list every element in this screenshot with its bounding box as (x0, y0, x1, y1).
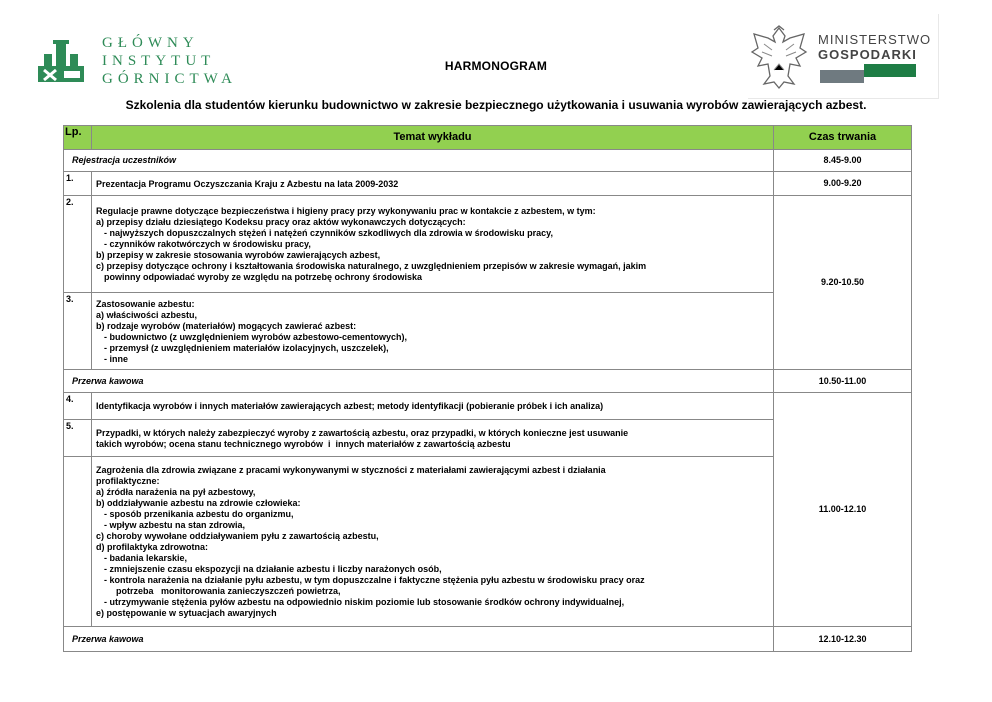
time-cell: 11.00-12.10 (774, 393, 912, 627)
row-number: 2. (64, 196, 92, 293)
table-row (64, 196, 912, 293)
topic-line: - zmniejszenie czasu ekspozycji na działanie azbestu i liczby narażonych osób, (104, 564, 442, 574)
topic-line: b) przepisy w zakresie stosowania wyrobów zawierających azbest, (96, 250, 381, 260)
table-row (64, 172, 912, 196)
topic-line: - kontrola narażenia na działanie pyłu azbestu, w tym dopuszczalne i faktyczne stężenia pyłu azbestu w środowisku pracy oraz (104, 575, 645, 585)
topic-line: a) źródła narażenia na pył azbestowy, (96, 487, 256, 497)
topic-line: d) profilaktyka zdrowotna: (96, 542, 209, 552)
topic-line: a) właściwości azbestu, (96, 309, 198, 320)
topic-line: e) postępowanie w sytuacjach awaryjnych (96, 608, 277, 618)
topic-cell: Prezentacja Programu Oczyszczania Kraju z Azbestu na lata 2009-2032 (92, 172, 774, 196)
topic-line: - przemysł (z uwzględnieniem materiałów izolacyjnych, uszczelek), (104, 342, 389, 353)
topic-line: powinny odpowiadać wyroby ze względu na potrzebę ochrony środowiska (104, 272, 423, 282)
row-number: 3. (64, 293, 92, 370)
topic-line: - czynników rakotwórczych w środowisku pracy, (104, 239, 311, 249)
topic-cell (92, 457, 774, 627)
topic-line: takich wyrobów; ocena stanu technicznego wyrobów i innych materiałów z zawartością azbestu (96, 438, 511, 449)
break-time: 10.50-11.00 (774, 370, 912, 393)
topic-line: - wpływ azbestu na stan zdrowia, (104, 520, 246, 530)
topic-line: - utrzymywanie stężenia pyłów azbestu na odpowiednio niskim poziomie lub stosowanie środków ochrony indywidualnej, (104, 597, 625, 607)
table-row (64, 393, 912, 420)
topic-line: a) przepisy działu dziesiątego Kodeksu pracy oraz aktów wykonawczych dotyczących: (96, 217, 466, 227)
topic-line: - sposób przenikania azbestu do organizmu, (104, 509, 294, 519)
time-cell: 9.20-10.50 (774, 196, 912, 370)
topic-cell (92, 196, 774, 293)
registration-label: Rejestracja uczestników (64, 150, 774, 172)
topic-line: b) oddziaływanie azbestu na zdrowie człowieka: (96, 498, 301, 508)
topic-line: potrzeba monitorowania zanieczyszczeń powietrza, (116, 586, 341, 596)
eagle-emblem-icon (750, 24, 808, 90)
ministry-green-bar (864, 64, 916, 77)
topic-line: - budownictwo (z uwzględnieniem wyrobów azbestowo-cementowych), (104, 331, 408, 342)
break-label: Przerwa kawowa (64, 370, 774, 393)
topic-cell (92, 420, 774, 457)
row-number (64, 457, 92, 627)
row-number: 1. (64, 172, 92, 196)
column-header-lp: Lp. (64, 126, 92, 150)
table-row (64, 627, 912, 652)
topic-line: Zastosowanie azbestu: (96, 298, 195, 309)
break-label: Przerwa kawowa (64, 627, 774, 652)
ministry-name-line: GOSPODARKI (818, 47, 917, 62)
topic-line: b) rodzaje wyrobów (materiałów) mogących zawierać azbest: (96, 320, 357, 331)
ministry-logo (748, 14, 939, 99)
topic-line: - inne (104, 353, 128, 364)
schedule-table (63, 125, 912, 652)
row-number: 4. (64, 393, 92, 420)
institute-name-line: INSTYTUT (102, 53, 216, 69)
topic-line: Zagrożenia dla zdrowia związane z pracami wykonywanymi w styczności z materiałami zawierającymi azbest i działania (96, 465, 606, 475)
ministry-name-line: MINISTERSTWO (818, 32, 932, 47)
topic-line: c) przepisy dotyczące ochrony i kształtowania środowiska naturalnego, z uwzględnieniem przepisów w zakresie wymagań, jakim (96, 261, 647, 271)
document-subtitle: Szkolenia dla studentów kierunku budownictwo w zakresie bezpiecznego użytkowania i usuwania wyrobów zawierających azbest. (125, 98, 867, 112)
topic-line: c) choroby wywołane oddziaływaniem pyłu z zawartością azbestu, (96, 531, 379, 541)
row-number: 5. (64, 420, 92, 457)
table-header-row (64, 126, 912, 150)
table-row (64, 370, 912, 393)
column-header-time: Czas trwania (774, 126, 912, 150)
break-time: 12.10-12.30 (774, 627, 912, 652)
registration-time: 8.45-9.00 (774, 150, 912, 172)
time-cell: 9.00-9.20 (774, 172, 912, 196)
topic-cell (92, 293, 774, 370)
topic-line: Regulacje prawne dotyczące bezpieczeństwa i higieny pracy przy wykonywaniu prac w kontakcie z azbestem, w tym: (96, 206, 596, 216)
table-row (64, 150, 912, 172)
institute-name-line: GŁÓWNY (102, 35, 199, 51)
column-header-topic: Temat wykładu (92, 126, 774, 150)
topic-line: - najwyższych dopuszczalnych stężeń i natężeń czynników szkodliwych dla zdrowia w środowisku pracy, (104, 228, 553, 238)
ministry-gray-bar (820, 70, 864, 83)
topic-cell: Identyfikacja wyrobów i innych materiałów zawierających azbest; metody identyfikacji (pobieranie próbek i ich analiza) (92, 393, 774, 420)
document-title: HARMONOGRAM (444, 59, 548, 73)
topic-line: Przypadki, w których należy zabezpieczyć wyroby z zawartością azbestu, oraz przypadki, w których konieczne jest usuwanie (96, 427, 629, 438)
topic-line: - badania lekarskie, (104, 553, 188, 563)
institute-name-line: GÓRNICTWA (102, 71, 237, 87)
topic-line: profilaktyczne: (96, 476, 160, 486)
